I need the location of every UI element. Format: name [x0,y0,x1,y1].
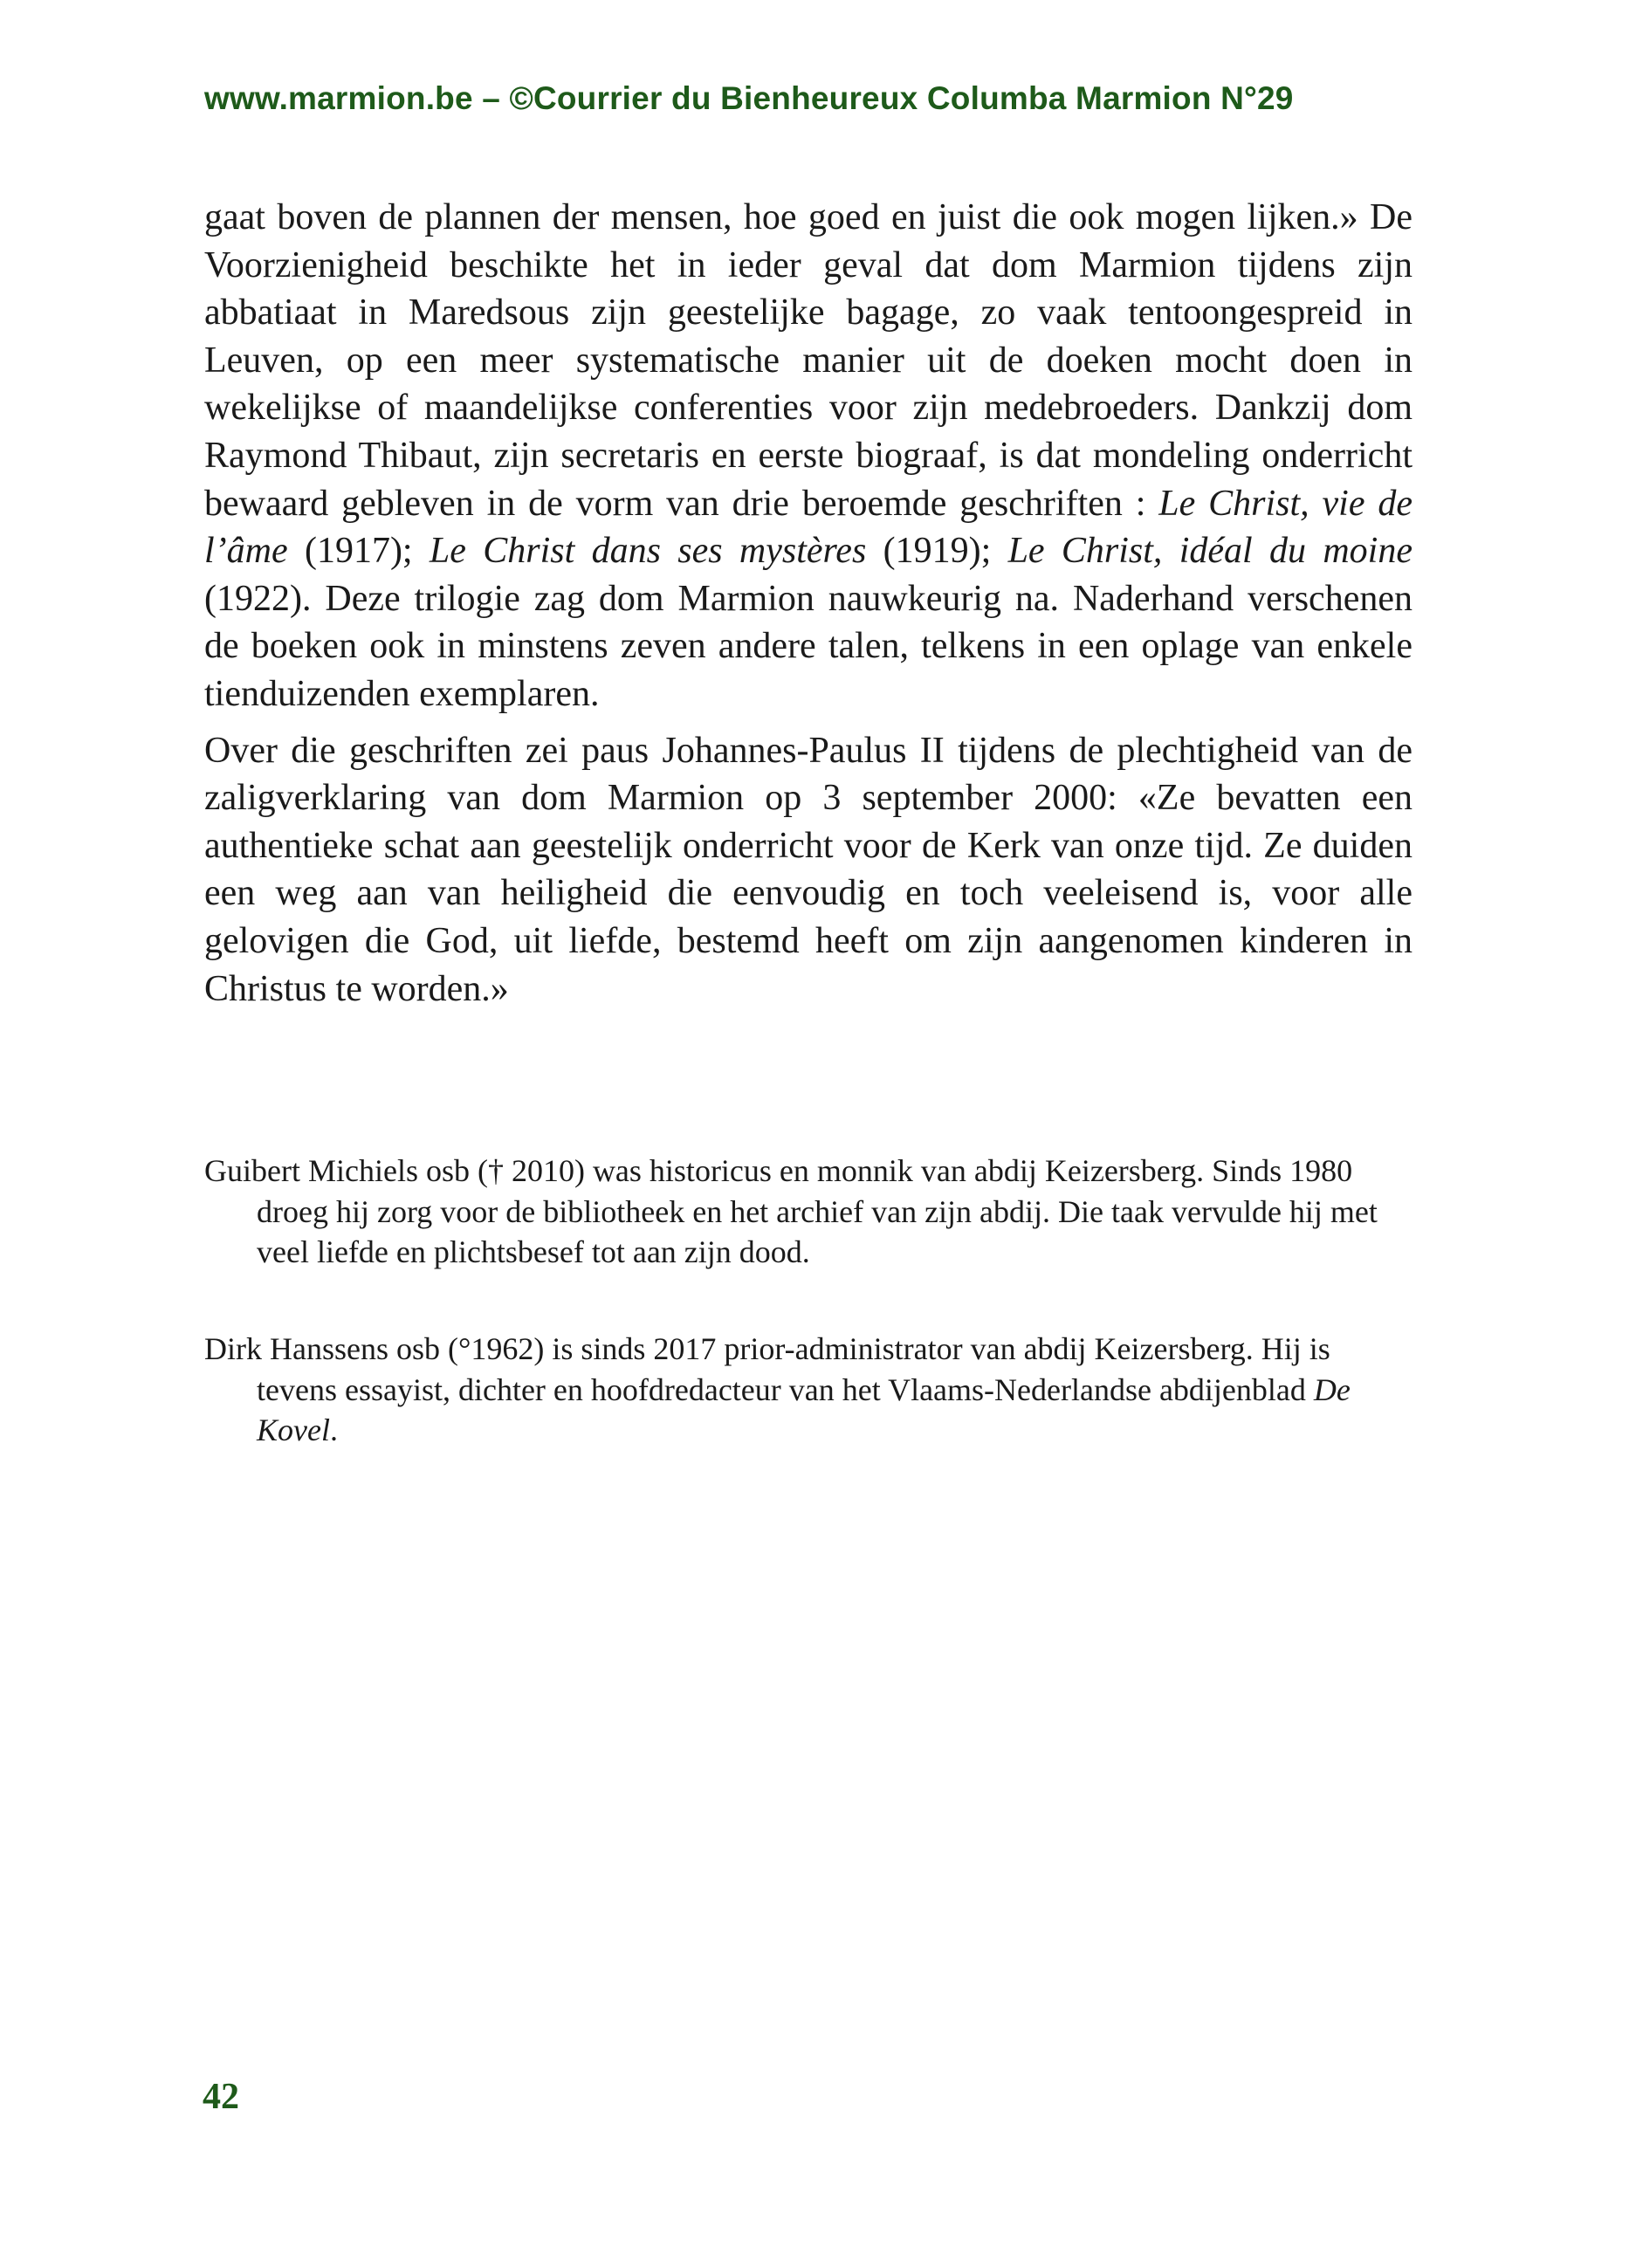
paragraph-text: (1922). Deze trilogie zag dom Marmion nauwkeurig na. Naderhand verschenen de boeken ook in minstens zeven andere talen, telkens in een oplage van enkele tienduizenden exemplaren. [204,578,1412,714]
paragraph-text: gaat boven de plannen der mensen, hoe goed en juist die ook mogen lijken.» De Voorzienigheid beschikte het in ieder geval dat dom Marmion tijdens zijn abbatiaat in Maredsous zijn geestelijke bagage, zo vaak tentoongespreid in Leuven, op een meer systematische manier uit de doeken mocht doen in wekelijkse of maandelijkse conferenties voor zijn medebroeders. Dankzij dom Raymond Thibaut, zijn secretaris en eerste biograaf, is dat mondeling onderricht bewaard gebleven in de vorm van drie beroemde geschriften : [204,197,1412,524]
magazine-title: De Kovel [257,1371,1351,1447]
paragraph-beatification: Over die geschriften zei paus Johannes-Paulus II tijdens de plechtigheid van de zaligverklaring van dom Marmion op 3 september 2000: «Ze bevatten een authentieke schat aan geestelijk onderricht voor de Kerk van onze tijd. Ze duiden een weg aan van heiligheid die eenvoudig en toch veeleisend is, voor alle gelovigen die God, uit liefde, bestemd heeft om zijn aangenomen kinderen in Christus te worden.» [204,730,1412,1009]
author-bio-guibert-michiels [204,1151,1412,1273]
paragraph-text: (1919); [866,531,1008,572]
running-header: www.marmion.be – ©Courrier du Bienheureux Columba Marmion N°29 [204,80,1294,116]
author-bio-dirk-hanssens [204,1329,1412,1451]
bio-text: Guibert Michiels osb († 2010) was historicus en monnik van abdij Keizersberg. Sinds 1980 droeg hij zorg voor de bibliotheek en het archief van zijn abdij. Die taak vervulde hij met veel liefde en plichtsbesef tot aan zijn dood. [204,1153,1378,1269]
book-title-vie-de-lame: Le Christ, vie de l’âme [204,483,1412,572]
book-title-mysteres: Le Christ dans ses mystères [429,531,867,572]
article-body [204,194,1412,1013]
page-number: 42 [203,2077,239,2117]
paragraph-providence [204,194,1412,718]
book-title-ideal-du-moine: Le Christ, idéal du moine [1007,531,1412,572]
bio-text-end: . [329,1412,338,1447]
bio-text: Dirk Hanssens osb (°1962) is sinds 2017 prior-administrator van abdij Keizersberg. Hij is tevens essayist, dichter en hoofdredacteur van het Vlaams-Nederlandse abdijenblad [204,1331,1330,1407]
paragraph-text: (1917); [287,531,430,572]
